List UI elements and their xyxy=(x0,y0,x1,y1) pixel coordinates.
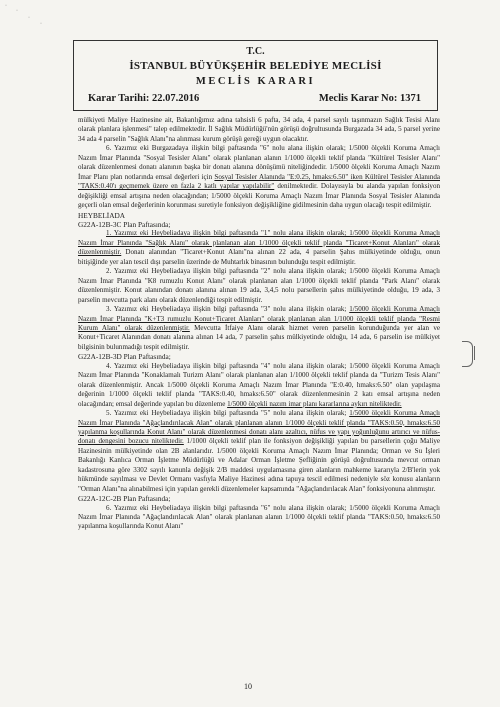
text-span: 6. Yazımız eki Burgazadaya ilişkin bilgi paftasında "6" nolu alana ilişkin olarak; 1/5000 ölçekli Koruma Amaçlı Nazım İmar Planında "Sosyal Tesisler Alanı" olarak planlanan alanın 1/1000 ölçekli teklif planda "Kültürel Tesisler Alanı" olarak düzenlenmesi donatı alanının başka bir donatı alanına dönüşümü niteliğindedir. 1/5000 ölçekli Koruma Amaçlı Nazım İmar Planı plan notlarında emsal değerleri için xyxy=(78,144,440,181)
text-span: 3. Yazımız eki Heybeliadaya ilişkin bilgi paftasında "3" nolu alana ilişkin olarak; xyxy=(106,305,350,314)
decision-header-box xyxy=(73,40,438,111)
underlined-text: Sosyal Tesisler Alanında "E:0.25, hmaks:6.50" iken Kültürel Tesisler Alanında "TAKS:0.40'ı geçmemek üzere en fazla 2 katlı yapılar yapılabilir" xyxy=(78,172,440,191)
paragraph-item-6-heybeliada: 6. Yazımız eki Heybeliadaya ilişkin bilgi paftasında "6" nolu alana ilişkin olarak; 1/5000 ölçekli Koruma Amaçlı Nazım İmar Planında "Ağaçlandırılacak Alan" olarak planlanan alanın 1/1000 ölçekli teklif planda "TAKS:0.50, hmaks:6.50 yapılanma koşullarında Konut Alanı" xyxy=(78,503,440,531)
page-number: 10 xyxy=(244,682,252,691)
paragraph-item-6-burgazada xyxy=(78,144,440,210)
decision-date: Karar Tarihi: 22.07.2016 xyxy=(88,93,200,104)
underlined-text: 1/5000 ölçekli Koruma Amaçlı Nazım İmar Planında "K+T3 rumuzlu Konut+Ticaret Alanları" olarak planlanan alan 1/1000 ölçekli teklif planda "Resmi Kurum Alanı" olarak düzenlenmiştir. xyxy=(78,305,440,332)
text-span: 5. Yazımız eki Heybeliadaya ilişkin bilgi paftasında "5" nolu alana ilişkin olarak; xyxy=(106,409,350,418)
section-heading-plan-2b: G22A-12C-2B Plan Paftasında; xyxy=(78,494,171,504)
underlined-text: 1/5000 ölçekli Koruma Amaçlı Nazım İmar Planında "Ağaçlandırılacak Alan" olarak planlanan alanın 1/1000 ölçekli teklif planda "TAKS:0.50, hmaks:6.50 yapılanma koşullarında Konut Alanı" olarak düzenlenmesi donatı alanı azaltıcı, nüfus ve yapı yoğunluğunu artırıcı ve nüfus-donatı dengesini bozucu niteliktedir. xyxy=(78,409,440,446)
document-title: MECLİS KARARI xyxy=(195,76,316,87)
paragraph-item-1 xyxy=(78,229,440,267)
text-span: 4. Yazımız eki Heybeliadaya ilişkin bilgi paftasında "4" nolu alana ilişkin olarak; 1/5000 ölçekli Koruma Amaçlı Nazım İmar Planında "Konaklamalı Turizm Alanı" olarak planlanan alan 1/1000 ölçekli teklif planda da "Turizm Tesis Alanı" olarak düzenlenmiştir. Ancak 1/5000 ölçekli Koruma Amaçlı Nazım İmar Planında "E:0.40, hmaks:6.50" olan yapılaşma değerinin 1/1000 ölçekli teklif planda "TAKS:0.40, hmaks:6.50" olarak düzenlenmesinin 2 katı emsal artışına neden olacağından; emsal değerinde yapılan bu düzenleme xyxy=(78,361,440,408)
section-heading-heybeliada: HEYBELİADA xyxy=(78,210,126,220)
council-name: İSTANBUL BÜYÜKŞEHİR BELEDİYE MECLİSİ xyxy=(129,60,382,72)
tc-label: T.C. xyxy=(246,46,265,57)
section-heading-plan-3c: G22A-12B-3C Plan Paftasında; xyxy=(78,219,171,229)
paragraph-item-5 xyxy=(78,409,440,494)
decision-number: Meclis Karar No: 1371 xyxy=(318,93,421,104)
text-span: Donatı alanından "Ticaret+Konut Alanı"na alınan 22 ada, 4 parselin Şahıs mülkiyetinde olduğu, onun bitişiğinde yer alan tescil dışı parselin üzerinde de Muhtarlık binasının bulunduğu tespit edilmiştir. xyxy=(78,248,440,266)
paragraph-item-2: 2. Yazımız eki Heybeliadaya ilişkin bilgi paftasında "2" nolu alana ilişkin olarak; 1/5000 ölçekli Koruma Amaçlı Nazım İmar Planında "K8 rumuzlu Konut Alanı" olarak planlanan alan 1/1000 ölçekli teklif planda "Park Alanı" olarak düzenlenmiştir. Konut alanından donatı alanına alınan 19 ada, 3,4,5 nolu parsellerin şahıs mülkiyetinde olduğu, 19 ada, 3 parselin mevcutta park alanı olarak düzenlendiği tespit edilmiştir. xyxy=(78,267,440,304)
section-heading-plan-3d: G22A-12B-3D Plan Paftasında; xyxy=(78,352,171,362)
text-span: Mevcutta İtfaiye Alanı olarak hizmet veren parselin korunduğunda yer alan ve Konut+Ticaret Alanından donatı alanına alınan 14 ada, 7 parselin şahıs mülkiyetinde olduğu, 14 ada, 6 parselin ise mülkiyet bilgisinin bulunmadığı tespit edilmiştir. xyxy=(78,323,440,351)
paragraph-item-4 xyxy=(78,362,440,409)
underlined-text: 1. Yazımız eki Heybeliadaya ilişkin bilgi paftasında "1" nolu alana ilişkin olarak; 1/5000 ölçekli Koruma Amaçlı Nazım İmar Planında "Sağlık Alanı" olarak planlanan alan 1/1000 ölçekli teklif planda "Ticaret+Konut Alanları" olarak düzenlenmiştir. xyxy=(78,229,440,257)
document-body xyxy=(78,116,440,532)
paragraph-item-3 xyxy=(78,305,440,352)
paragraph-health-facility: mülkiyeti Maliye Hazinesine ait, Bakanlığımız adına tahsisli 6 pafta, 34 ada, 4 parsel sayılı taşınmazın Sağlık Tesisi Alanı olarak planlara işlenmesi" talep edilmektedir. İl Sağlık Müdürlüğü'nün görüşü doğrultusunda Burgazada 34 ada, 5 parsel yerine 34 ada 4 parselin "Sağlık Alanı"na alınması kurum görüşü gereği uygun olacaktır. xyxy=(78,116,440,143)
text-span: denilmektedir. Dolayısıyla bu alanda yapılan fonksiyon değişikliği emsal artışına neden olacağından; 1/5000 ölçekli Koruma Amaçlı Nazım İmar Planında Sosyal Tesisler Alanında geçerli olan emsal değerlerinin korunması suretiyle fonksiyon değişikliğine gidilmesinin daha uygun olacağı tespit edilmiştir. xyxy=(78,182,441,210)
margin-handwritten-mark xyxy=(470,346,475,360)
text-span: 1/1000 ölçekli teklif plan ile fonksiyon değişikliği yapılan bu parsellerin çoğu Maliye Hazinesinin mülkiyetinde olan 2B alanlarıdır. 1/5000 ölçekli Koruma Amaçlı Nazım İmar Planında; Orman ve Su İşleri Bakanlığı Kanlıca Orman İşletme Müdürlüğü ve Adalar Orman İşletme Şefliğinin görüşü doğrultusunda mevcut orman kadastrosuna göre 3302 sayılı kanunla değişik 2/B maddesi uygulamasına giren alanların mahkeme kararıyla 2/B'lerin yok hükmünde sayılması ve Devlet Ormanı vasfıyla Maliye Hazinesi adına tapuya tescil edilmesi nedeniyle söz konusu alanların "Orman Alanı"na alınabilmesi için yapılan gerekli düzenlemeler kapsamında "Ağaçlandırılacak Alan" fonksiyonuna alınmıştır. xyxy=(78,437,440,493)
underlined-text: 1/5000 ölçekli nazım imar planı kararlarına aykırı niteliktedir. xyxy=(227,399,402,408)
